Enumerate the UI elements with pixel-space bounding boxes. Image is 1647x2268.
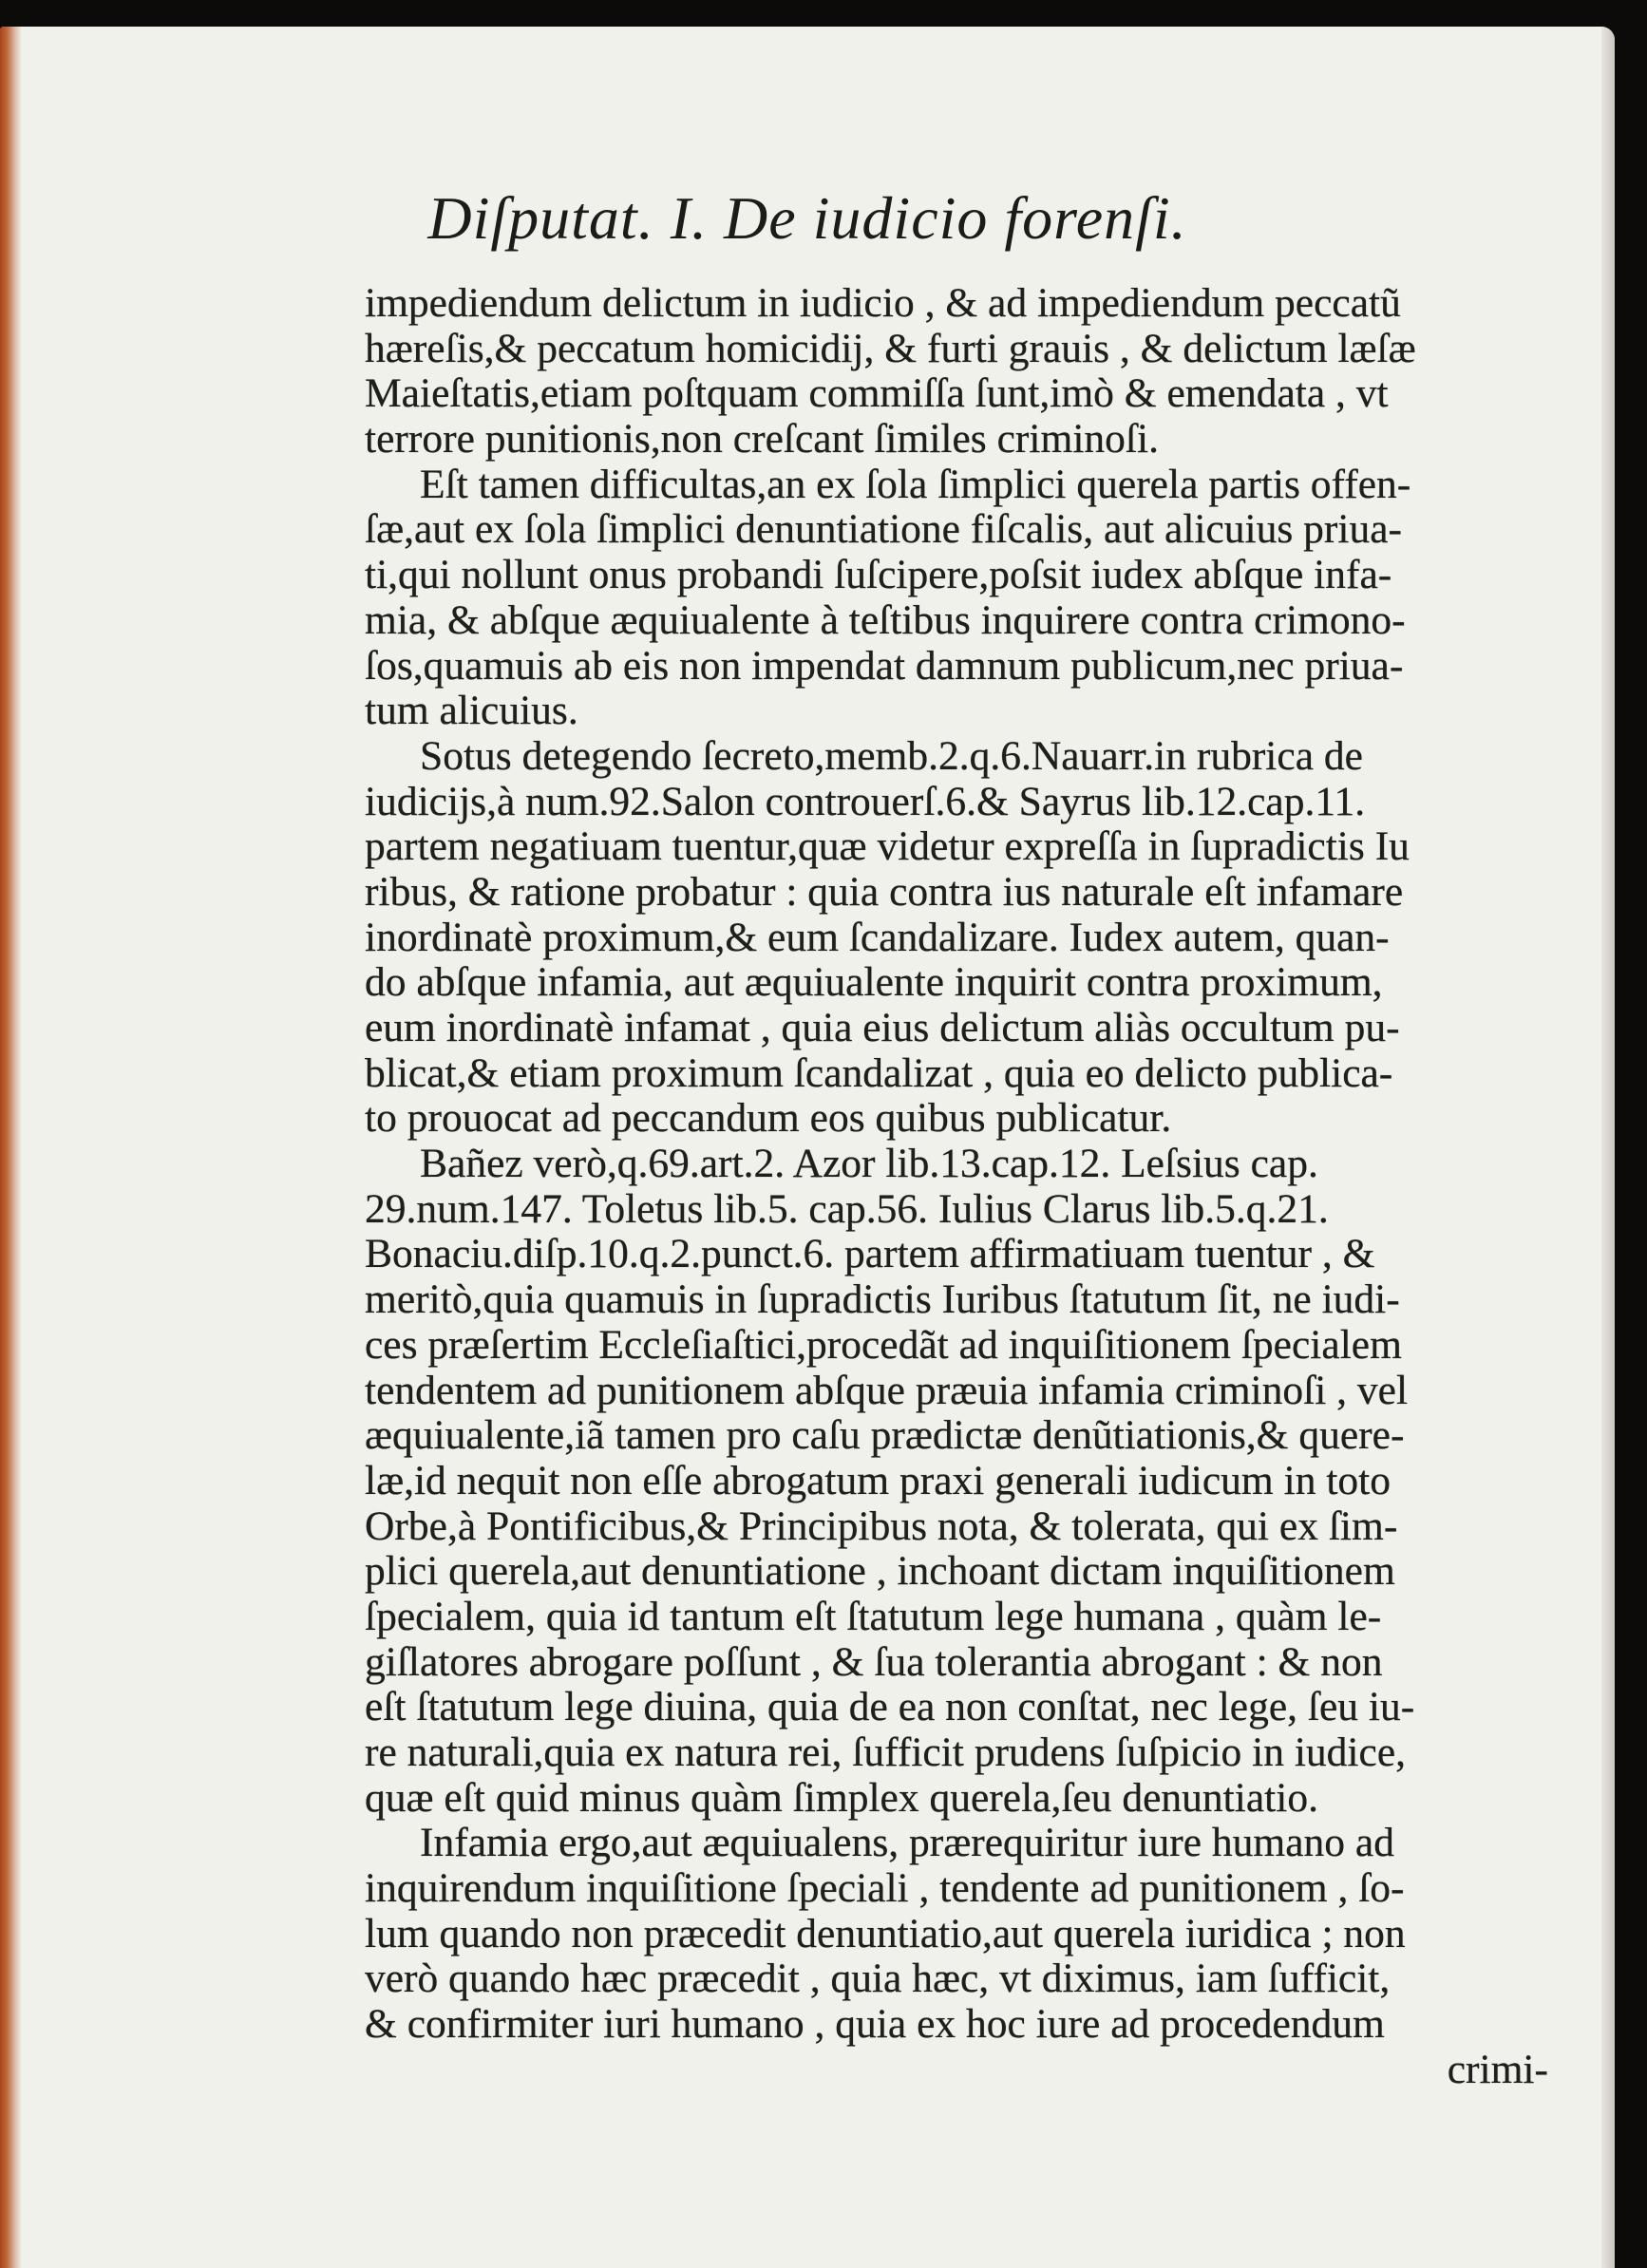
text-line: Orbe,à Pontificibus,& Principibus nota, & tolerata, qui ex ſim- (365, 1503, 1398, 1549)
text-line: eum inordinatè infamat , quia eius delictum aliàs occultum pu- (365, 1005, 1400, 1050)
text-line: terrore punitionis,non creſcant ſimiles criminoſi. (365, 416, 1159, 463)
text-line: blicat,& etiam proximum ſcandalizat , quia eo delicto publica- (365, 1049, 1393, 1096)
catchword: crimi- (1447, 2046, 1548, 2092)
text-line: lum quando non præcedit denuntiatio,aut querela iuridica ; non (365, 1910, 1406, 1956)
text-line: do abſque infamia, aut æquiualente inquirit contra proximum, (365, 959, 1383, 1006)
text-line: eſt ſtatutum lege diuina, quia de ea non conſtat, nec lege, ſeu iu- (365, 1684, 1415, 1730)
running-head: Diſputat. I. De iudicio forenſi. (427, 184, 1187, 252)
text-line: ſæ,aut ex ſola ſimplici denuntiatione fiſcalis, aut alicuius priua- (365, 506, 1403, 553)
text-line: mia, & abſque æquiualente à teſtibus inquirere contra crimono- (365, 596, 1406, 643)
text-line: Bonaciu.diſp.10.q.2.punct.6. partem affirmatiuam tuentur , & (365, 1231, 1375, 1277)
text-line: giſlatores abrogare poſſunt , & ſua tolerantia abrogant : & non (365, 1638, 1383, 1685)
text-line: & confirmiter iuri humano , quia ex hoc iure ad procedendum (365, 2001, 1385, 2048)
text-line: Maieſtatis,etiam poſtquam commiſſa ſunt,imò & emendata , vt (365, 370, 1389, 417)
text-line: ti,qui nollunt onus probandi ſuſcipere,poſsit iudex abſque infa- (365, 552, 1392, 598)
text-line: plici querela,aut denuntiatione , inchoant dictam inquiſitionem (365, 1548, 1395, 1595)
binding-gutter (0, 27, 21, 2268)
text-line: Sotus detegendo ſecreto,memb.2.q.6.Nauarr.in rubrica de (420, 732, 1363, 779)
text-line: verò quando hæc præcedit , quia hæc, vt diximus, iam ſufficit, (365, 1956, 1391, 2002)
text-line: hæreſis,& peccatum homicidij, & furti grauis , & delictum læſæ (365, 325, 1416, 371)
page-fore-edge (1601, 27, 1615, 2268)
text-line: partem negatiuam tuentur,quæ videtur expreſſa in ſupradictis Iu (365, 823, 1410, 870)
text-line: inquirendum inquiſitione ſpeciali , tendente ad punitionem , ſo- (365, 1865, 1405, 1912)
text-line: Infamia ergo,aut æquiualens, prærequiritur iure humano ad (420, 1820, 1394, 1866)
text-line: meritò,quia quamuis in ſupradictis Iuribus ſtatutum ſit, ne iudi- (365, 1276, 1400, 1323)
text-body (365, 281, 1548, 2093)
text-line: impediendum delictum in iudicio , & ad impediendum peccatũ (365, 280, 1401, 326)
text-line: re naturali,quia ex natura rei, ſufficit prudens ſuſpicio in iudice, (365, 1729, 1406, 1775)
text-line: 29.num.147. Toletus lib.5. cap.56. Iulius Clarus lib.5.q.21. (365, 1185, 1329, 1232)
text-line: ces præſertim Eccleſiaſtici,procedãt ad inquiſitionem ſpecialem (365, 1321, 1402, 1368)
text-line: inordinatè proximum,& eum ſcandalizare. Iudex autem, quan- (365, 914, 1390, 960)
text-line: iudicijs,à num.92.Salon controuerſ.6.& Sayrus lib.12.cap.11. (365, 778, 1366, 824)
text-line: ſpecialem, quia id tantum eſt ſtatutum lege humana , quàm le- (365, 1593, 1382, 1639)
text-line: læ,id nequit non eſſe abrogatum praxi generali iudicum in toto (365, 1457, 1391, 1503)
text-line: ribus, & ratione probatur : quia contra ius naturale eſt infamare (365, 868, 1404, 915)
text-line: tendentem ad punitionem abſque præuia infamia criminoſi , vel (365, 1367, 1409, 1413)
text-line: tum alicuius. (365, 688, 578, 734)
text-line: Bañez verò,q.69.art.2. Azor lib.13.cap.12. Leſsius cap. (420, 1141, 1318, 1187)
text-line: Eſt tamen difficultas,an ex ſola ſimplici querela partis offen- (420, 461, 1411, 507)
text-line: quæ eſt quid minus quàm ſimplex querela,ſeu denuntiatio. (365, 1774, 1318, 1821)
page-paper (0, 27, 1615, 2268)
text-line: æquiualente,iã tamen pro caſu prædictæ denũtiationis,& quere- (365, 1412, 1405, 1459)
text-line: to prouocat ad peccandum eos quibus publicatur. (365, 1095, 1172, 1142)
text-line: ſos,quamuis ab eis non impendat damnum publicum,nec priua- (365, 642, 1404, 689)
